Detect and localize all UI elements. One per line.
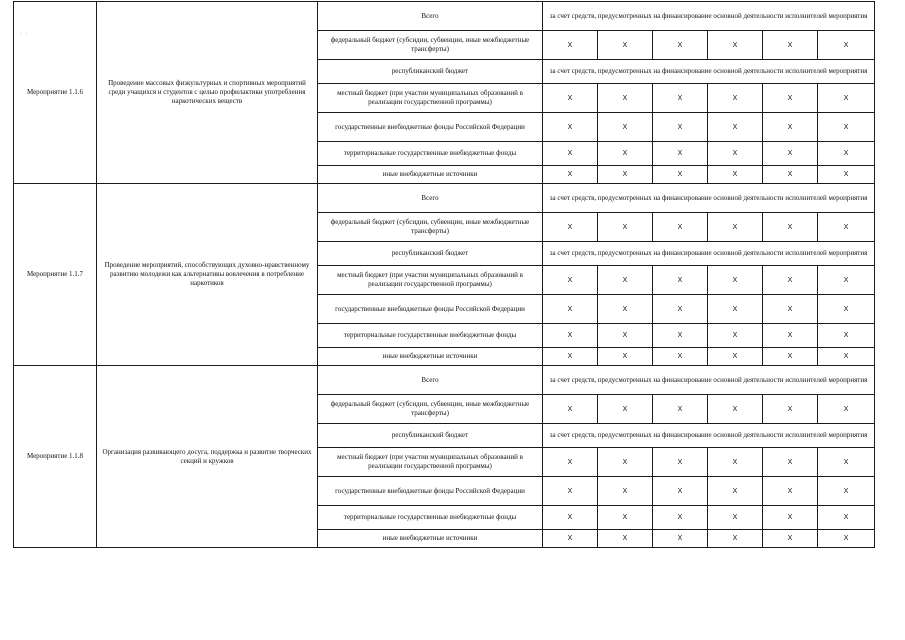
value-cell: X — [598, 31, 653, 60]
value-cell: X — [708, 295, 763, 324]
value-cell: X — [763, 213, 818, 242]
value-cell: X — [653, 506, 708, 530]
funding-source-label: иные внебюджетные источники — [318, 166, 543, 184]
value-cell: X — [708, 31, 763, 60]
value-cell: X — [598, 166, 653, 184]
value-cell: X — [653, 295, 708, 324]
value-cell: X — [818, 266, 875, 295]
funding-source-label: местный бюджет (при участии муниципальных образований в реализации государственной программы) — [318, 266, 543, 295]
value-cell: X — [598, 213, 653, 242]
value-cell: X — [818, 348, 875, 366]
value-cell: X — [818, 477, 875, 506]
table-row — [14, 366, 875, 395]
funding-note: за счет средств, предусмотренных на финансирование основной деятельности исполнителей мероприятия — [543, 60, 875, 84]
value-cell: X — [818, 506, 875, 530]
value-cell: X — [763, 324, 818, 348]
value-cell: X — [543, 213, 598, 242]
funding-source-label: иные внебюджетные источники — [318, 530, 543, 548]
funding-source-label: федеральный бюджет (субсидии, субвенции, иные межбюджетные трансферты) — [318, 213, 543, 242]
value-cell: X — [763, 295, 818, 324]
value-cell: X — [543, 530, 598, 548]
value-cell: X — [653, 324, 708, 348]
value-cell: X — [543, 295, 598, 324]
value-cell: X — [708, 213, 763, 242]
measure-name: Мероприятие 1.1.6 — [14, 2, 97, 184]
value-cell: X — [763, 448, 818, 477]
value-cell: X — [543, 395, 598, 424]
value-cell: X — [653, 266, 708, 295]
funding-source-label: Всего — [318, 366, 543, 395]
table-row — [14, 2, 875, 31]
value-cell: X — [598, 266, 653, 295]
value-cell: X — [543, 166, 598, 184]
measure-description: Проведение мероприятий, способствующих духовно-нравственному развитию молодежи как альтернативы вовлечения в потребление наркотиков — [97, 184, 318, 366]
value-cell: X — [543, 477, 598, 506]
measure-description: Организация развивающего досуга, поддержка и развитие творческих секций и кружков — [97, 366, 318, 548]
value-cell: X — [708, 113, 763, 142]
value-cell: X — [543, 266, 598, 295]
value-cell: X — [653, 142, 708, 166]
funding-source-label: Всего — [318, 2, 543, 31]
value-cell: X — [708, 506, 763, 530]
value-cell: X — [653, 166, 708, 184]
scan-mark: · · — [20, 31, 29, 37]
value-cell: X — [818, 324, 875, 348]
funding-source-label: местный бюджет (при участии муниципальных образований в реализации государственной программы) — [318, 448, 543, 477]
measure-description: Проведение массовых физкультурных и спортивных мероприятий среди учащихся и студентов с целью профилактики употребления наркотических веществ — [97, 2, 318, 184]
value-cell: X — [818, 113, 875, 142]
value-cell: X — [653, 530, 708, 548]
value-cell: X — [818, 213, 875, 242]
funding-source-label: федеральный бюджет (субсидии, субвенции, иные межбюджетные трансферты) — [318, 31, 543, 60]
funding-source-label: иные внебюджетные источники — [318, 348, 543, 366]
value-cell: X — [543, 142, 598, 166]
value-cell: X — [543, 84, 598, 113]
value-cell: X — [708, 477, 763, 506]
value-cell: X — [763, 348, 818, 366]
value-cell: X — [653, 84, 708, 113]
funding-note: за счет средств, предусмотренных на финансирование основной деятельности исполнителей мероприятия — [543, 424, 875, 448]
funding-source-label: местный бюджет (при участии муниципальных образований в реализации государственной программы) — [318, 84, 543, 113]
value-cell: X — [708, 324, 763, 348]
value-cell: X — [708, 166, 763, 184]
value-cell: X — [598, 530, 653, 548]
value-cell: X — [708, 448, 763, 477]
value-cell: X — [818, 395, 875, 424]
value-cell: X — [598, 295, 653, 324]
value-cell: X — [598, 142, 653, 166]
value-cell: X — [818, 530, 875, 548]
value-cell: X — [598, 113, 653, 142]
value-cell: X — [708, 348, 763, 366]
value-cell: X — [763, 84, 818, 113]
value-cell: X — [653, 448, 708, 477]
value-cell: X — [598, 348, 653, 366]
funding-source-label: территориальные государственные внебюджетные фонды — [318, 324, 543, 348]
value-cell: X — [818, 166, 875, 184]
value-cell: X — [598, 395, 653, 424]
value-cell: X — [763, 395, 818, 424]
value-cell: X — [818, 31, 875, 60]
funding-source-label: Всего — [318, 184, 543, 213]
funding-source-label: республиканский бюджет — [318, 242, 543, 266]
budget-table — [13, 1, 875, 548]
value-cell: X — [708, 84, 763, 113]
value-cell: X — [763, 266, 818, 295]
value-cell: X — [653, 395, 708, 424]
value-cell: X — [598, 84, 653, 113]
measure-name: Мероприятие 1.1.7 — [14, 184, 97, 366]
value-cell: X — [763, 530, 818, 548]
value-cell: X — [818, 295, 875, 324]
value-cell: X — [763, 31, 818, 60]
value-cell: X — [763, 477, 818, 506]
value-cell: X — [763, 166, 818, 184]
value-cell: X — [598, 506, 653, 530]
funding-source-label: территориальные государственные внебюджетные фонды — [318, 142, 543, 166]
value-cell: X — [653, 113, 708, 142]
value-cell: X — [653, 31, 708, 60]
value-cell: X — [653, 477, 708, 506]
funding-source-label: государственные внебюджетные фонды Российской Федерации — [318, 477, 543, 506]
measure-name: Мероприятие 1.1.8 — [14, 366, 97, 548]
funding-source-label: государственные внебюджетные фонды Российской Федерации — [318, 113, 543, 142]
funding-source-label: республиканский бюджет — [318, 424, 543, 448]
value-cell: X — [653, 348, 708, 366]
value-cell: X — [598, 324, 653, 348]
table-row — [14, 184, 875, 213]
value-cell: X — [543, 31, 598, 60]
funding-note: за счет средств, предусмотренных на финансирование основной деятельности исполнителей мероприятия — [543, 366, 875, 395]
value-cell: X — [598, 477, 653, 506]
funding-note: за счет средств, предусмотренных на финансирование основной деятельности исполнителей мероприятия — [543, 2, 875, 31]
value-cell: X — [818, 142, 875, 166]
funding-note: за счет средств, предусмотренных на финансирование основной деятельности исполнителей мероприятия — [543, 184, 875, 213]
funding-source-label: территориальные государственные внебюджетные фонды — [318, 506, 543, 530]
value-cell: X — [543, 506, 598, 530]
value-cell: X — [708, 266, 763, 295]
value-cell: X — [818, 448, 875, 477]
value-cell: X — [763, 142, 818, 166]
value-cell: X — [543, 324, 598, 348]
value-cell: X — [708, 530, 763, 548]
funding-source-label: республиканский бюджет — [318, 60, 543, 84]
funding-source-label: государственные внебюджетные фонды Российской Федерации — [318, 295, 543, 324]
value-cell: X — [818, 84, 875, 113]
value-cell: X — [543, 113, 598, 142]
value-cell: X — [543, 448, 598, 477]
value-cell: X — [708, 142, 763, 166]
value-cell: X — [708, 395, 763, 424]
funding-note: за счет средств, предусмотренных на финансирование основной деятельности исполнителей мероприятия — [543, 242, 875, 266]
value-cell: X — [653, 213, 708, 242]
value-cell: X — [598, 448, 653, 477]
value-cell: X — [543, 348, 598, 366]
value-cell: X — [763, 506, 818, 530]
funding-source-label: федеральный бюджет (субсидии, субвенции, иные межбюджетные трансферты) — [318, 395, 543, 424]
value-cell: X — [763, 113, 818, 142]
